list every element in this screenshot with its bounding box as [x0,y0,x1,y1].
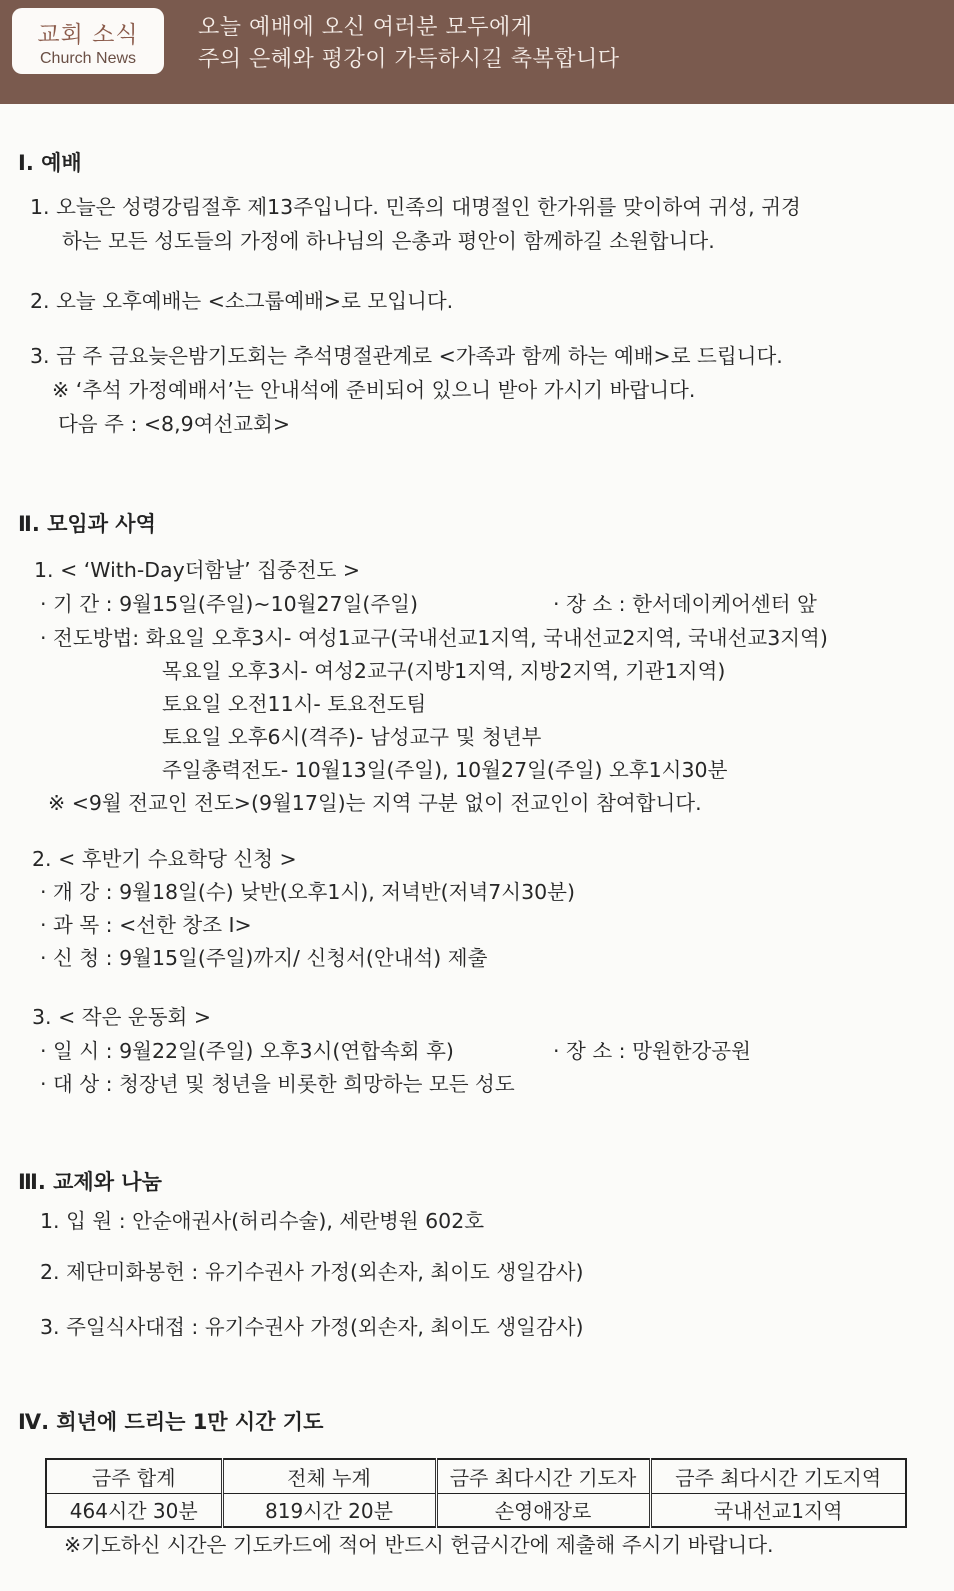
greeting-line-2: 주의 은혜와 평강이 가득하시길 축복합니다 [198,47,620,72]
ministry-item-3-target: · 대 상 : 청장년 및 청년을 비롯한 희망하는 모든 성도 [40,1072,515,1096]
ministry-item-1-method-sat-am: 토요일 오전11시- 토요전도팀 [162,692,427,716]
worship-item-3: 3. 금 주 금요늦은밤기도회는 추석명절관계로 <가족과 함께 하는 예배>로 드립니다. [30,344,783,368]
greeting-line-1: 오늘 예배에 오신 여러분 모두에게 [198,15,533,40]
prayer-hours-table [45,1458,907,1528]
ministry-item-1-period: · 기 간 : 9월15일(주일)~10월27일(주일) [40,592,418,616]
table-header-row [46,1459,906,1493]
worship-item-2: 2. 오늘 오후예배는 <소그룹예배>로 모입니다. [30,289,454,313]
ministry-item-1-place: · 장 소 : 한서데이케어센터 앞 [553,592,817,616]
ministry-item-1-note: ※ <9월 전교인 전도>(9월17일)는 지역 구분 없이 전교인이 참여합니다. [48,791,702,815]
ministry-item-2-subject: · 과 목 : <선한 창조 Ⅰ> [40,913,252,937]
section-title-prayer: Ⅳ. 희년에 드리는 1만 시간 기도 [18,1410,324,1434]
worship-item-1-line-1: 1. 오늘은 성령강림절후 제13주입니다. 민족의 대명절인 한가위를 맞이하여 귀성, 귀경 [30,195,801,219]
ministry-item-2-apply: · 신 청 : 9월15일(주일)까지/ 신청서(안내석) 제출 [40,946,488,970]
worship-item-3-note: ※ ‘추석 가정예배서’는 안내석에 준비되어 있으니 받아 가시기 바랍니다. [52,378,696,402]
table-header-top-person: 금주 최다시간 기도자 [436,1459,650,1493]
ministry-item-1-method-thu: 목요일 오후3시- 여성2교구(지방1지역, 지방2지역, 기관1지역) [162,659,726,683]
ministry-item-1-method-sat-pm: 토요일 오후6시(격주)- 남성교구 및 청년부 [162,725,542,749]
table-cell-top-person: 손영애장로 [436,1493,650,1527]
section-title-worship: Ⅰ. 예배 [18,151,82,175]
church-news-header [0,0,954,104]
table-header-cumulative: 전체 누계 [222,1459,436,1493]
fellowship-item-3: 3. 주일식사대접 : 유기수권사 가정(외손자, 최이도 생일감사) [40,1315,584,1339]
worship-item-1-line-2: 하는 모든 성도들의 가정에 하나님의 은총과 평안이 함께하길 소원합니다. [62,229,715,253]
table-cell-week-total: 464시간 30분 [46,1493,222,1527]
badge-title: 교회 소식 [37,22,139,48]
ministry-item-1-method-sun: 주일총력전도- 10월13일(주일), 10월27일(주일) 오후1시30분 [162,758,728,782]
ministry-item-1-title: 1. < ‘With-Day더함날’ 집중전도 > [34,558,361,582]
prayer-note: ※기도하신 시간은 기도카드에 적어 반드시 헌금시간에 제출해 주시기 바랍니다. [64,1533,774,1557]
badge-subtitle: Church News [39,50,137,67]
fellowship-item-1: 1. 입 원 : 안순애권사(허리수술), 세란병원 602호 [40,1209,485,1233]
section-title-ministry: Ⅱ. 모임과 사역 [18,512,156,536]
ministry-item-3-time: · 일 시 : 9월22일(주일) 오후3시(연합속회 후) [40,1039,454,1063]
ministry-item-3-title: 3. < 작은 운동회 > [32,1005,211,1029]
table-header-week-total: 금주 합계 [46,1459,222,1493]
ministry-item-2-start: · 개 강 : 9월18일(수) 낮반(오후1시), 저녁반(저녁7시30분) [40,880,575,904]
ministry-item-2-title: 2. < 후반기 수요학당 신청 > [32,847,297,871]
table-cell-top-region: 국내선교1지역 [650,1493,906,1527]
worship-item-3-next-week: 다음 주 : <8,9여선교회> [58,412,291,436]
church-news-badge [12,8,164,74]
ministry-item-3-place: · 장 소 : 망원한강공원 [553,1039,751,1063]
table-header-top-region: 금주 최다시간 기도지역 [650,1459,906,1493]
fellowship-item-2: 2. 제단미화봉헌 : 유기수권사 가정(외손자, 최이도 생일감사) [40,1260,584,1284]
section-title-fellowship: Ⅲ. 교제와 나눔 [18,1170,162,1194]
table-row [46,1493,906,1527]
ministry-item-1-method-tue: · 전도방법: 화요일 오후3시- 여성1교구(국내선교1지역, 국내선교2지역, 국내선교3지역) [40,626,828,650]
table-cell-cumulative: 819시간 20분 [222,1493,436,1527]
